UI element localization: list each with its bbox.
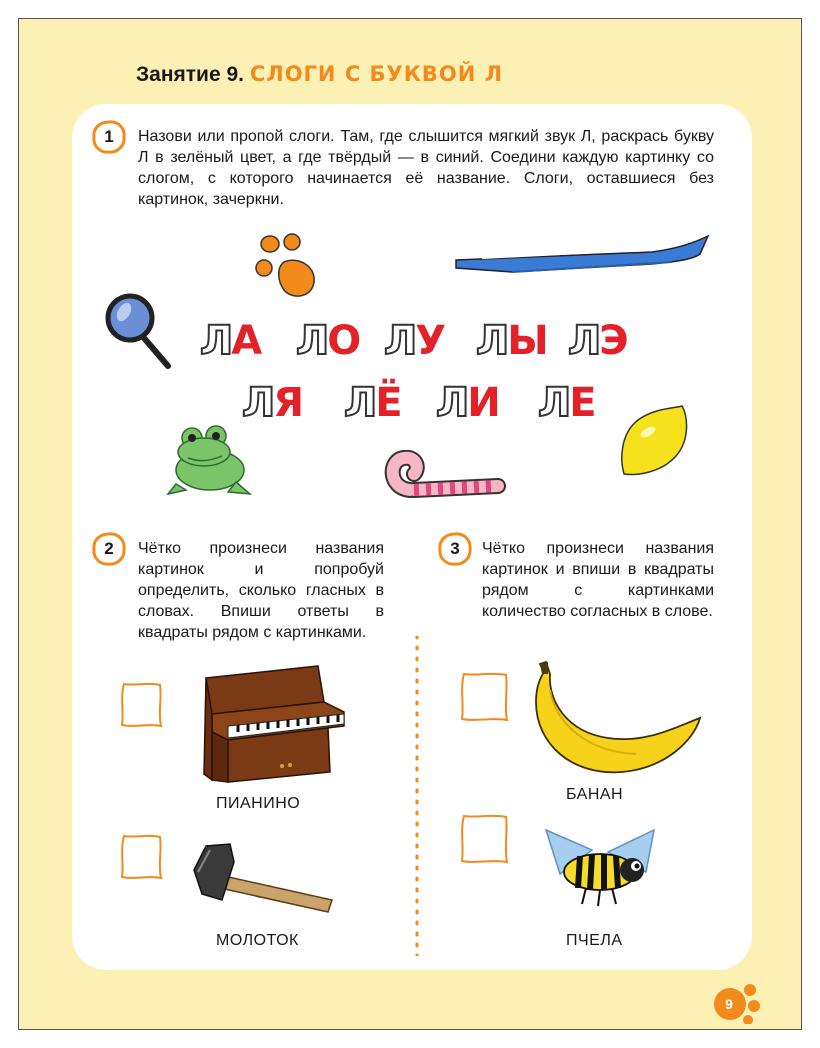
- frog-icon: [166, 424, 252, 498]
- hammer-icon: [188, 840, 336, 918]
- syllable-lo: ЛО: [296, 318, 360, 364]
- syllable-le-hard: ЛЭ: [568, 318, 627, 364]
- syllable-ly: ЛЫ: [476, 318, 547, 364]
- task3-instructions: Чётко произнеси названия картинок и впиши в квадраты рядом с картинками количество согласных в слове.: [482, 540, 714, 620]
- answer-box-bee[interactable]: [458, 812, 510, 866]
- caption-hammer: МОЛОТОК: [216, 932, 299, 949]
- task2-badge: 2: [92, 532, 126, 566]
- answer-box-hammer[interactable]: [118, 832, 164, 882]
- paw-icon: [254, 232, 326, 302]
- syllable-lyo: ЛЁ: [344, 380, 401, 426]
- syllable-lu: ЛУ: [384, 318, 445, 364]
- syllable-la: ЛА: [200, 318, 261, 364]
- syllable-li: ЛИ: [436, 380, 499, 426]
- page-number: 9: [725, 996, 733, 1012]
- answer-box-piano[interactable]: [118, 680, 164, 730]
- bee-icon: [536, 826, 660, 908]
- column-divider: [414, 636, 420, 956]
- task3-badge: 3: [438, 532, 472, 566]
- piano-icon: [198, 662, 348, 786]
- caption-piano: ПИАНИНО: [216, 795, 301, 812]
- caption-bee: ПЧЕЛА: [566, 932, 623, 949]
- candy-cane-icon: [382, 450, 506, 506]
- answer-box-banana[interactable]: [458, 670, 510, 724]
- syllable-le-soft: ЛЕ: [538, 380, 595, 426]
- caption-banana: БАНАН: [566, 786, 624, 803]
- lesson-number: Занятие 9.: [136, 63, 244, 86]
- syllable-lya: ЛЯ: [242, 380, 303, 426]
- task1-instructions: Назови или пропой слоги. Там, где слышится мягкий звук Л, раскрась букву Л в зелёный цвет, а где твёрдый — в синий. Соедини каждую картинку со слогом, с которого начинается её название. Слоги, оставшиеся без картинок, зачеркни.: [138, 128, 714, 208]
- task2-instructions: Чётко произнеси названия картинок и попробуй определить, сколько гласных в словах. Впиши ответы в квадраты рядом с картинками.: [138, 540, 384, 641]
- magnifier-icon: [104, 292, 174, 370]
- lesson-topic: СЛОГИ С БУКВОЙ Л: [249, 62, 504, 86]
- banana-icon: [526, 660, 704, 778]
- skis-icon: [452, 232, 712, 282]
- lemon-icon: [618, 404, 690, 478]
- task1-badge: 1: [92, 120, 126, 154]
- page-title: [136, 62, 503, 87]
